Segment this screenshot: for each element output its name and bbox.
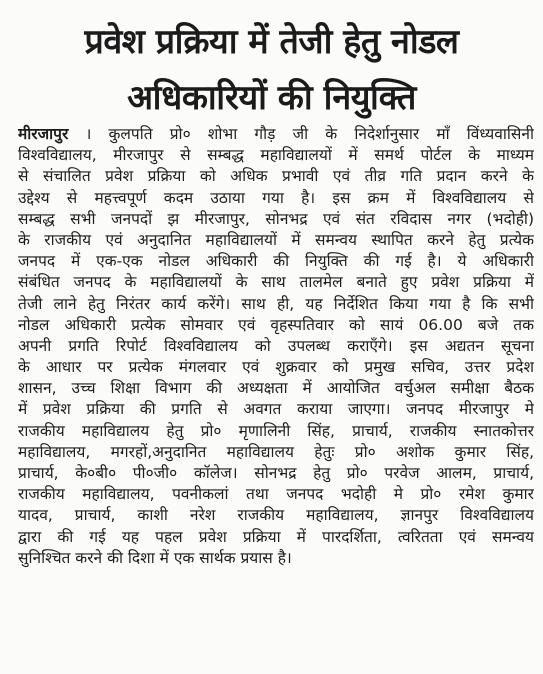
article-line: उद्देश्य से महत्त्वपूर्ण कदम उठाया गया है। इस क्रम में विश्वविद्यालय से [18,188,534,207]
article-body [18,124,534,569]
article-line: यादव, प्राचार्य, काशी नरेश राजकीय महाविद्यालय, ज्ञानपुर विश्वविद्यालय [18,506,534,525]
article-line: तेजी लाने हेतु निरंतर कार्य करेंगे। साथ ही, यह निर्देशित किया गया है कि सभी [18,294,534,313]
article-line: महाविद्यालय, मगरहों,अनुदानित महाविद्यालय हेतुः प्रो० अशोक कुमार सिंह, [18,442,534,461]
headline-line-1: प्रवेश प्रक्रिया में तेजी हेतु नोडल [84,22,459,62]
article-line: के आधार पर प्रत्येक मंगलवार एवं शुक्रवार को प्रमुख सचिव, उत्तर प्रदेश [18,358,534,377]
article-line: विश्वविद्यालय, मीरजापुर से सम्बद्ध महाविद्यालयों में समर्थ पोर्टल के माध्यम [18,146,534,165]
article-line: में प्रवेश प्रक्रिया की प्रगति से अवगत कराया जाएगा। जनपद मीरजापुर मे [18,400,534,419]
article-line: प्राचार्य, के०बी० पी०जी० कॉलेज। सोनभद्र हेतु प्रो० परवेज आलम, प्राचार्य, [18,464,534,482]
dateline: मीरजापुर [18,125,69,143]
article-line: द्वारा की गई यह पहल प्रवेश प्रक्रिया में पारदर्शिता, त्वरितता एवं समन्वय [18,527,534,546]
article-line: शासन, उच्च शिक्षा विभाग की अध्यक्षता में आयोजित वर्चुअल समीक्षा बैठक [18,379,534,398]
article-line: संबंधित जनपद के महाविद्यालयों के साथ तालमेल बनाते हुए प्रवेश प्रक्रिया में [18,273,534,292]
article-line: अपनी प्रगति रिपोर्ट विश्वविद्यालय को उपलब्ध कराएँगे। इस अद्यतन सूचना [18,336,534,355]
headline-line-2: अधिकारियों की नियुक्ति [127,78,416,118]
article-line: राजकीय महाविद्यालय, पवनीकलां तथा जनपद भदोही मे प्रो० रमेश कुमार [18,485,534,504]
article-line-text: । कुलपति प्रो० शोभा गौड़ जी के निदेर्शानुसार माँ विंध्यवासिनी [85,125,534,143]
article-line: से संचालित प्रवेश प्रक्रिया को अधिक प्रभावी एवं तीव्र गति प्रदान करने के [18,167,534,186]
article-line [18,124,534,145]
article-line: सम्बद्ध सभी जनपदों झ मीरजापुर, सोनभद्र एवं संत रविदास नगर (भदोही) [18,209,534,228]
article-line: नोडल अधिकारी प्रत्येक सोमवार एवं वृहस्पतिवार को सायं 06.00 बजे तक [18,315,534,334]
article-line: राजकीय महाविद्यालय हेतु प्रो० मृणालिनी सिंह, प्राचार्य, राजकीय स्नातकोत्तर [18,421,534,440]
article-line: सुनिश्चित करने की दिशा में एक सार्थक प्रयास है। [18,548,292,567]
article-line: जनपद में एक-एक नोडल अधिकारी की नियुक्ति की गई है। ये अधिकारी [18,252,534,271]
article-line: के राजकीय एवं अनुदानित महाविद्यालयों में समन्वय स्थापित करने हेतु प्रत्येक [18,230,534,249]
